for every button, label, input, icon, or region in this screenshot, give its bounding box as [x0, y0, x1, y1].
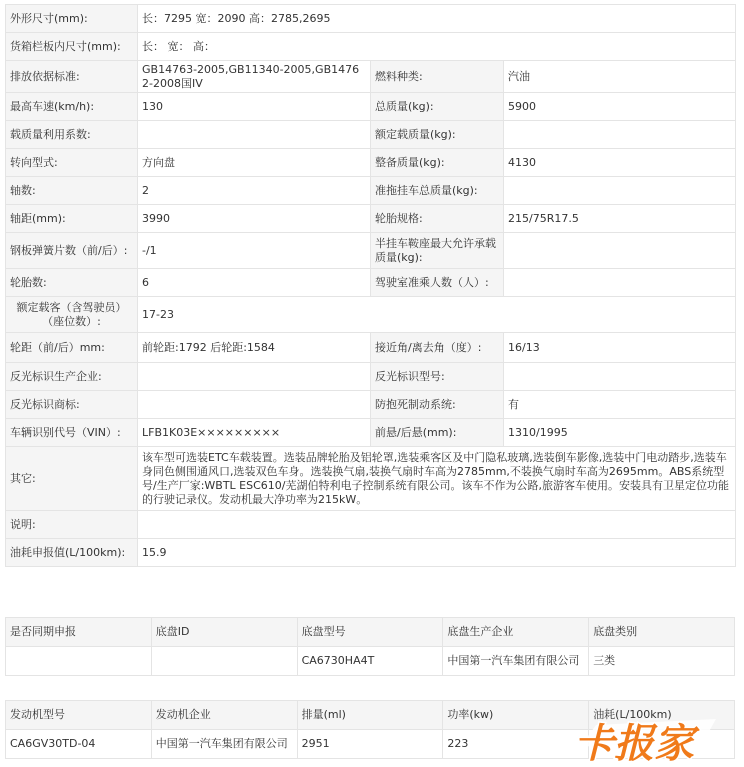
- spec-row: [6, 363, 736, 391]
- spec-row: [6, 297, 736, 333]
- value-refl-maker: [138, 363, 371, 391]
- value-total-mass: 5900: [504, 93, 736, 121]
- label-saddle: 半挂车鞍座最大允许承载质量(kg):: [371, 233, 504, 269]
- value-other: 该车型可选装ETC车载装置。选装品牌轮胎及铝轮罩,选装乘客区及中门隐私玻璃,选装倒车影像,选装中门电动踏步,选装车身同色侧围通风口,选装双色车身。选装换气扇,装换气扇时车高为2785mm,不装换气扇时车高为2695mm。ABS系统型号/生产厂家:WBTL ESC610/芜湖伯特利电子控制系统有限公司。该车不作为公路,旅游客车使用。安装具有卫星定位功能的行驶记录仪。发动机最大净功率为215kW。: [138, 447, 736, 511]
- value-refl-brand: [138, 391, 371, 419]
- chassis-cell-model: CA6730HA4T: [297, 647, 443, 676]
- chassis-cell-same-period: [6, 647, 152, 676]
- value-wheelbase: 3990: [138, 205, 371, 233]
- value-abs: 有: [504, 391, 736, 419]
- value-note: [138, 511, 736, 539]
- label-tires: 轮胎数:: [6, 269, 138, 297]
- value-vin: LFB1K03E×××××××××: [138, 419, 371, 447]
- value-track: 前轮距:1792 后轮距:1584: [138, 333, 371, 363]
- watermark-text: 卡报家: [574, 721, 694, 765]
- spec-row: [6, 233, 736, 269]
- chassis-header-cell: 底盘型号: [297, 618, 443, 647]
- spec-row: [6, 419, 736, 447]
- chassis-header-cell: 底盘生产企业: [443, 618, 589, 647]
- spec-row: [6, 333, 736, 363]
- spec-table: [5, 4, 736, 567]
- spec-row: [6, 511, 736, 539]
- spec-row: [6, 269, 736, 297]
- value-emission: GB14763-2005,GB11340-2005,GB14762-2008国IV: [138, 61, 371, 93]
- value-fuel: 汽油: [504, 61, 736, 93]
- chassis-header-cell: 是否同期申报: [6, 618, 152, 647]
- label-abs: 防抱死制动系统:: [371, 391, 504, 419]
- label-load-util: 载质量利用系数:: [6, 121, 138, 149]
- spec-row: [6, 177, 736, 205]
- spec-row: [6, 391, 736, 419]
- chassis-header-cell: 底盘ID: [151, 618, 297, 647]
- label-seats: 额定载客（含驾驶员）（座位数）:: [6, 297, 138, 333]
- engine-header-cell: 排量(ml): [297, 701, 443, 730]
- label-rated-load: 额定载质量(kg):: [371, 121, 504, 149]
- label-angle: 接近角/离去角（度）:: [371, 333, 504, 363]
- engine-header-cell: 发动机型号: [6, 701, 152, 730]
- label-fuel: 燃料种类:: [371, 61, 504, 93]
- chassis-cell-id: [151, 647, 297, 676]
- chassis-data-row: [6, 647, 735, 676]
- value-angle: 16/13: [504, 333, 736, 363]
- spec-row: [6, 33, 736, 61]
- engine-header-cell: 发动机企业: [151, 701, 297, 730]
- label-cab: 驾驶室准乘人数（人）:: [371, 269, 504, 297]
- value-tires: 6: [138, 269, 371, 297]
- spec-row: [6, 121, 736, 149]
- label-refl-model: 反光标识型号:: [371, 363, 504, 391]
- label-tire: 轮胎规格:: [371, 205, 504, 233]
- value-load-util: [138, 121, 371, 149]
- value-tire: 215/75R17.5: [504, 205, 736, 233]
- label-refl-maker: 反光标识生产企业:: [6, 363, 138, 391]
- value-cab: [504, 269, 736, 297]
- chassis-header-cell: 底盘类别: [589, 618, 735, 647]
- engine-header-cell: 功率(kw): [443, 701, 589, 730]
- label-overhang: 前悬/后悬(mm):: [371, 419, 504, 447]
- value-curb: 4130: [504, 149, 736, 177]
- engine-cell-maker: 中国第一汽车集团有限公司: [151, 730, 297, 759]
- label-spring: 钢板弹簧片数（前/后）:: [6, 233, 138, 269]
- spec-row: [6, 539, 736, 567]
- value-spring: -/1: [138, 233, 371, 269]
- label-refl-brand: 反光标识商标:: [6, 391, 138, 419]
- label-cargo: 货箱栏板内尺寸(mm):: [6, 33, 138, 61]
- engine-header-cell: 油耗(L/100km): [589, 701, 735, 730]
- label-dims: 外形尺寸(mm):: [6, 5, 138, 33]
- label-emission: 排放依据标准:: [6, 61, 138, 93]
- spec-row: [6, 93, 736, 121]
- value-axles: 2: [138, 177, 371, 205]
- chassis-header-row: [6, 618, 735, 647]
- value-seats: 17-23: [138, 297, 736, 333]
- engine-cell-displacement: 2951: [297, 730, 443, 759]
- spec-row: [6, 149, 736, 177]
- spec-row: [6, 205, 736, 233]
- value-trailer: [504, 177, 736, 205]
- spec-row: [6, 447, 736, 511]
- label-axles: 轴数:: [6, 177, 138, 205]
- label-vin: 车辆识别代号（VIN）:: [6, 419, 138, 447]
- value-speed: 130: [138, 93, 371, 121]
- spec-row: [6, 5, 736, 33]
- label-total-mass: 总质量(kg):: [371, 93, 504, 121]
- label-curb: 整备质量(kg):: [371, 149, 504, 177]
- watermark-logo: [566, 707, 736, 765]
- engine-cell-power: 223: [443, 730, 589, 759]
- label-trailer: 准拖挂车总质量(kg):: [371, 177, 504, 205]
- value-fuel-cons: 15.9: [138, 539, 736, 567]
- label-track: 轮距（前/后）mm:: [6, 333, 138, 363]
- value-refl-model: [504, 363, 736, 391]
- label-fuel-cons: 油耗申报值(L/100km):: [6, 539, 138, 567]
- chassis-table: [5, 617, 735, 676]
- label-speed: 最高车速(km/h):: [6, 93, 138, 121]
- value-dims: 长：7295 宽：2090 高：2785,2695: [138, 5, 736, 33]
- engine-cell-model: CA6GV30TD-04: [6, 730, 152, 759]
- value-steering: 方向盘: [138, 149, 371, 177]
- label-steering: 转向型式:: [6, 149, 138, 177]
- label-note: 说明:: [6, 511, 138, 539]
- label-wheelbase: 轴距(mm):: [6, 205, 138, 233]
- chassis-cell-maker: 中国第一汽车集团有限公司: [443, 647, 589, 676]
- chassis-cell-category: 三类: [589, 647, 735, 676]
- spec-row: [6, 61, 736, 93]
- value-cargo: 长： 宽： 高：: [138, 33, 736, 61]
- value-rated-load: [504, 121, 736, 149]
- value-overhang: 1310/1995: [504, 419, 736, 447]
- value-saddle: [504, 233, 736, 269]
- label-other: 其它:: [6, 447, 138, 511]
